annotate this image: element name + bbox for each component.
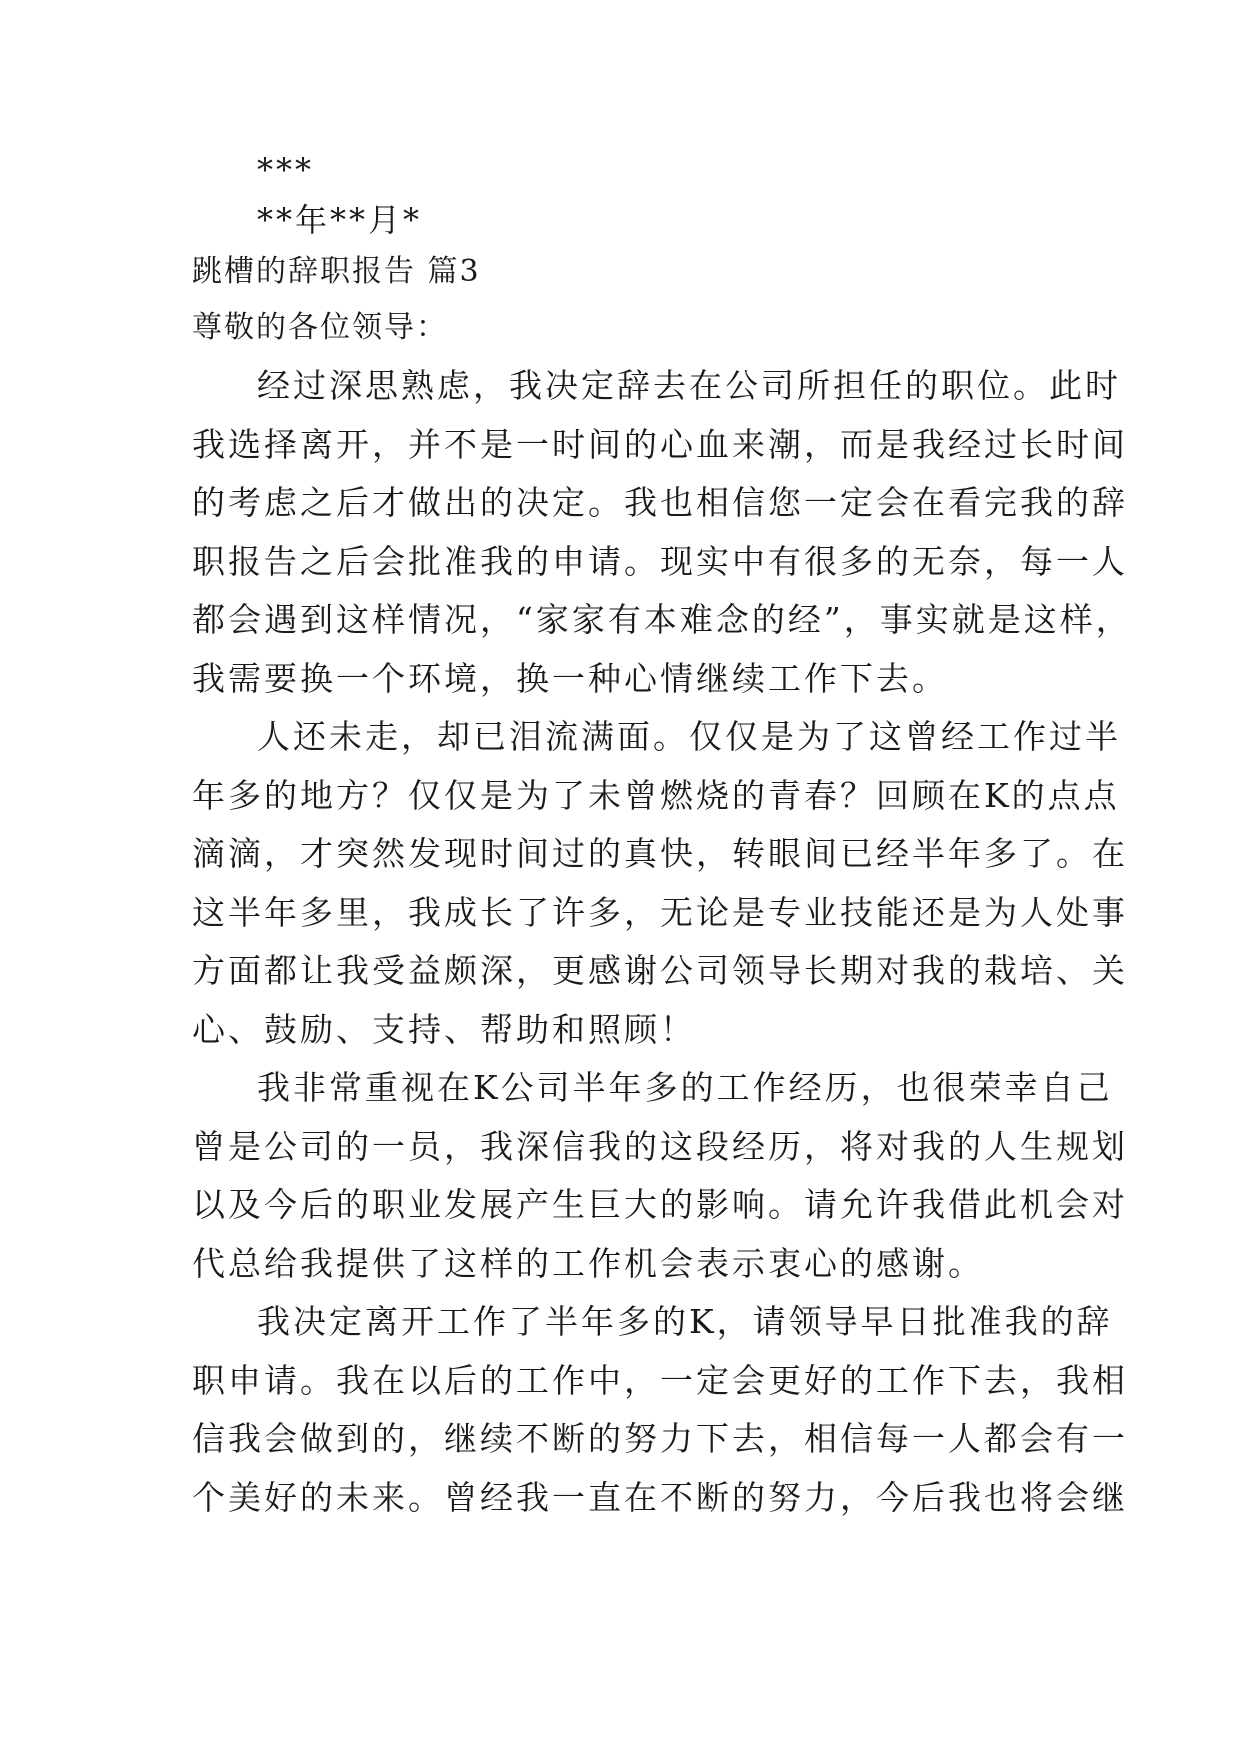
signature-date: **年**月*	[257, 201, 423, 239]
paragraph-line: 人还未走，却已泪流满面。仅仅是为了这曾经工作过半	[257, 717, 1121, 756]
paragraph-line: 我决定离开工作了半年多的K，请领导早日批准我的辞	[257, 1302, 1113, 1341]
paragraph-line: 滴滴，才突然发现时间过的真快，转眼间已经半年多了。在	[192, 834, 1128, 873]
paragraph-line: 职报告之后会批准我的申请。现实中有很多的无奈，每一人	[192, 541, 1128, 581]
paragraph-1	[192, 357, 1132, 708]
paragraph-line: 职申请。我在以后的工作中，一定会更好的工作下去，我相	[192, 1360, 1128, 1400]
paragraph-line: 曾是公司的一员，我深信我的这段经历，将对我的人生规划	[192, 1126, 1128, 1166]
paragraph-line: 信我会做到的，继续不断的努力下去，相信每一人都会有一	[192, 1419, 1128, 1458]
paragraph-line: 年多的地方？仅仅是为了未曾燃烧的青春？回顾在K的点点	[192, 775, 1120, 815]
salutation: 尊敬的各位领导：	[192, 310, 448, 345]
paragraph-line: 这半年多里，我成长了许多，无论是专业技能还是为人处事	[192, 892, 1128, 932]
paragraph-line: 以及今后的职业发展产生巨大的影响。请允许我借此机会对	[192, 1185, 1128, 1224]
paragraph-line: 都会遇到这样情况，“家家有本难念的经”，事实就是这样，	[192, 600, 1132, 639]
paragraph-line: 经过深思熟虑，我决定辞去在公司所担任的职位。此时	[257, 366, 1121, 405]
paragraph-line: 的考虑之后才做出的决定。我也相信您一定会在看完我的辞	[192, 483, 1128, 522]
section-heading: 跳槽的辞职报告 篇3	[192, 254, 481, 289]
paragraph-3	[192, 1059, 1128, 1293]
paragraph-2	[192, 708, 1128, 1059]
paragraph-line: 个美好的未来。曾经我一直在不断的努力，今后我也将会继	[192, 1477, 1128, 1517]
paragraph-4	[192, 1293, 1128, 1527]
paragraph-line: 我需要换一个环境，换一种心情继续工作下去。	[192, 658, 948, 698]
paragraph-line: 我非常重视在K公司半年多的工作经历，也很荣幸自己	[257, 1068, 1113, 1107]
signature-name: ***	[257, 151, 314, 189]
paragraph-line: 心、鼓励、支持、帮助和照顾！	[192, 1009, 696, 1049]
paragraph-line: 代总给我提供了这样的工作机会表示衷心的感谢。	[192, 1243, 984, 1283]
paragraph-line: 我选择离开，并不是一时间的心血来潮，而是我经过长时间	[192, 424, 1128, 464]
paragraph-line: 方面都让我受益颇深，更感谢公司领导长期对我的栽培、关	[192, 951, 1128, 990]
